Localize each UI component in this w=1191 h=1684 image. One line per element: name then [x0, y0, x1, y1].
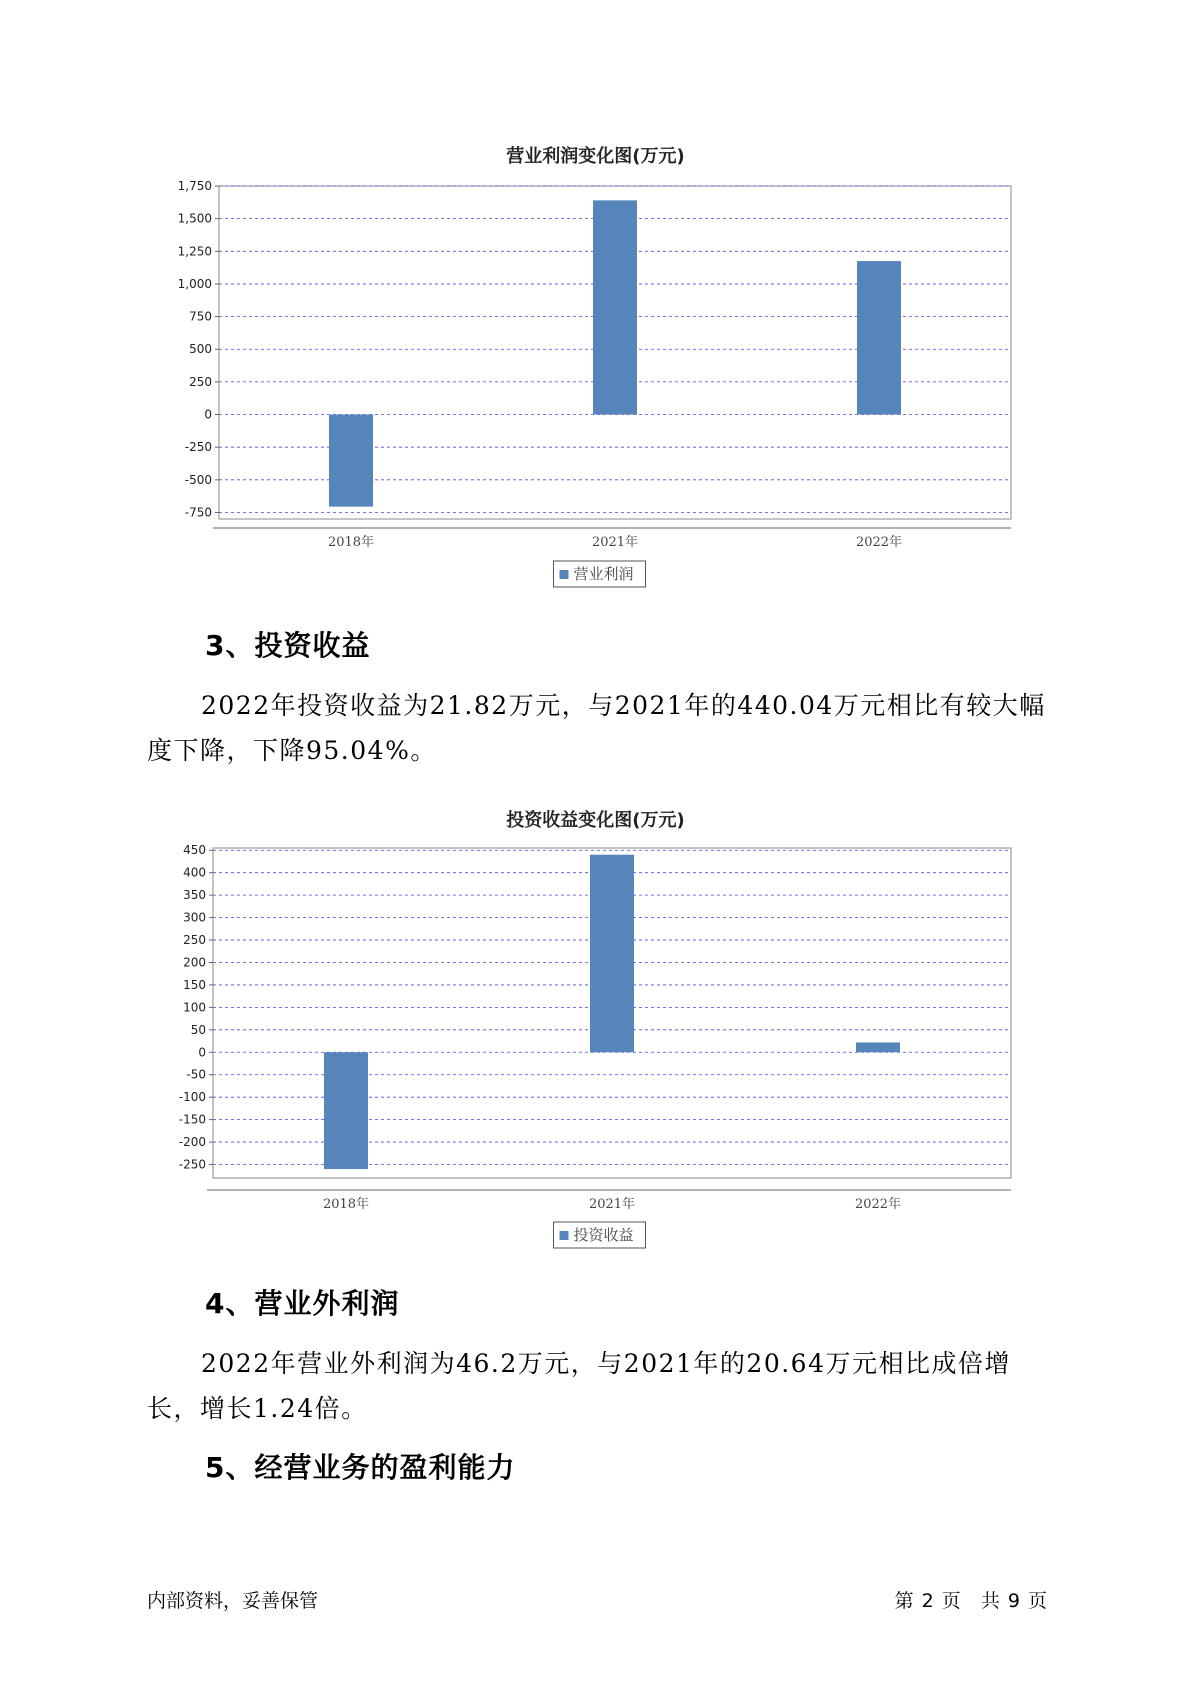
y-tick-label: 250	[189, 374, 212, 389]
x-tick-label: 2022年	[855, 535, 903, 550]
y-tick-label: 0	[198, 1045, 206, 1060]
y-tick-label: 1,750	[177, 179, 212, 193]
legend-swatch	[560, 570, 569, 579]
total-pages: 9	[1007, 1590, 1020, 1612]
chart2-title: 投资收益变化图(万元)	[506, 810, 685, 831]
y-tick-label: 400	[183, 865, 206, 880]
bar	[324, 1052, 368, 1169]
x-tick-label: 2021年	[591, 535, 639, 550]
y-tick-label: -250	[184, 440, 212, 455]
bar	[857, 261, 901, 414]
investment-income-chart	[0, 834, 1191, 1254]
footer-page-number	[891, 1586, 1051, 1613]
page-number: 2	[921, 1590, 934, 1612]
non-operating-paragraph: 2022年营业外利润为46.2万元，与2021年的20.64万元相比成倍增长，增长1.24倍。	[147, 1349, 1011, 1423]
y-tick-label: 450	[183, 843, 206, 858]
y-tick-label: -500	[184, 472, 212, 487]
chart1-title: 营业利润变化图(万元)	[506, 146, 685, 167]
y-tick-label: 100	[183, 1000, 206, 1015]
legend-label: 投资收益	[573, 1226, 634, 1244]
bar	[593, 200, 637, 414]
y-tick-label: 1,000	[177, 276, 212, 291]
section-heading-profitability: 5、经营业务的盈利能力	[205, 1451, 516, 1484]
page-prefix: 第	[894, 1590, 914, 1612]
y-tick-label: -750	[184, 505, 212, 520]
x-tick-label: 2018年	[322, 1197, 370, 1212]
y-tick-label: 200	[183, 955, 206, 970]
x-tick-label: 2021年	[588, 1197, 636, 1212]
legend-label: 营业利润	[573, 565, 634, 583]
y-tick-label: 1,250	[177, 244, 212, 259]
bar	[329, 415, 373, 507]
legend-swatch	[560, 1231, 569, 1240]
y-tick-label: -200	[178, 1135, 206, 1150]
y-tick-label: -150	[178, 1112, 206, 1127]
y-tick-label: 50	[190, 1022, 206, 1037]
bar	[590, 855, 634, 1053]
section-heading-non-operating: 4、营业外利润	[205, 1287, 400, 1320]
y-tick-label: 750	[189, 309, 212, 324]
page-unit: 页	[941, 1590, 961, 1612]
bar	[856, 1042, 900, 1052]
y-tick-label: 0	[204, 407, 212, 422]
x-tick-label: 2018年	[327, 535, 375, 550]
y-tick-label: 1,500	[177, 211, 212, 226]
y-tick-label: -250	[178, 1157, 206, 1172]
y-tick-label: -100	[178, 1090, 206, 1105]
operating-profit-chart	[0, 170, 1191, 590]
footer-confidential-note: 内部资料，妥善保管	[147, 1590, 319, 1612]
y-tick-label: 350	[183, 888, 206, 903]
total-prefix: 共	[980, 1590, 1000, 1612]
y-tick-label: 300	[183, 910, 206, 925]
investment-paragraph: 2022年投资收益为21.82万元，与2021年的440.04万元相比有较大幅度下降，下降95.04%。	[147, 691, 1046, 765]
x-tick-label: 2022年	[854, 1197, 902, 1212]
y-tick-label: 250	[183, 933, 206, 948]
total-unit: 页	[1027, 1590, 1047, 1612]
y-tick-label: -50	[186, 1067, 206, 1082]
y-tick-label: 500	[189, 342, 212, 357]
section-heading-investment: 3、投资收益	[205, 629, 371, 662]
y-tick-label: 150	[183, 977, 206, 992]
